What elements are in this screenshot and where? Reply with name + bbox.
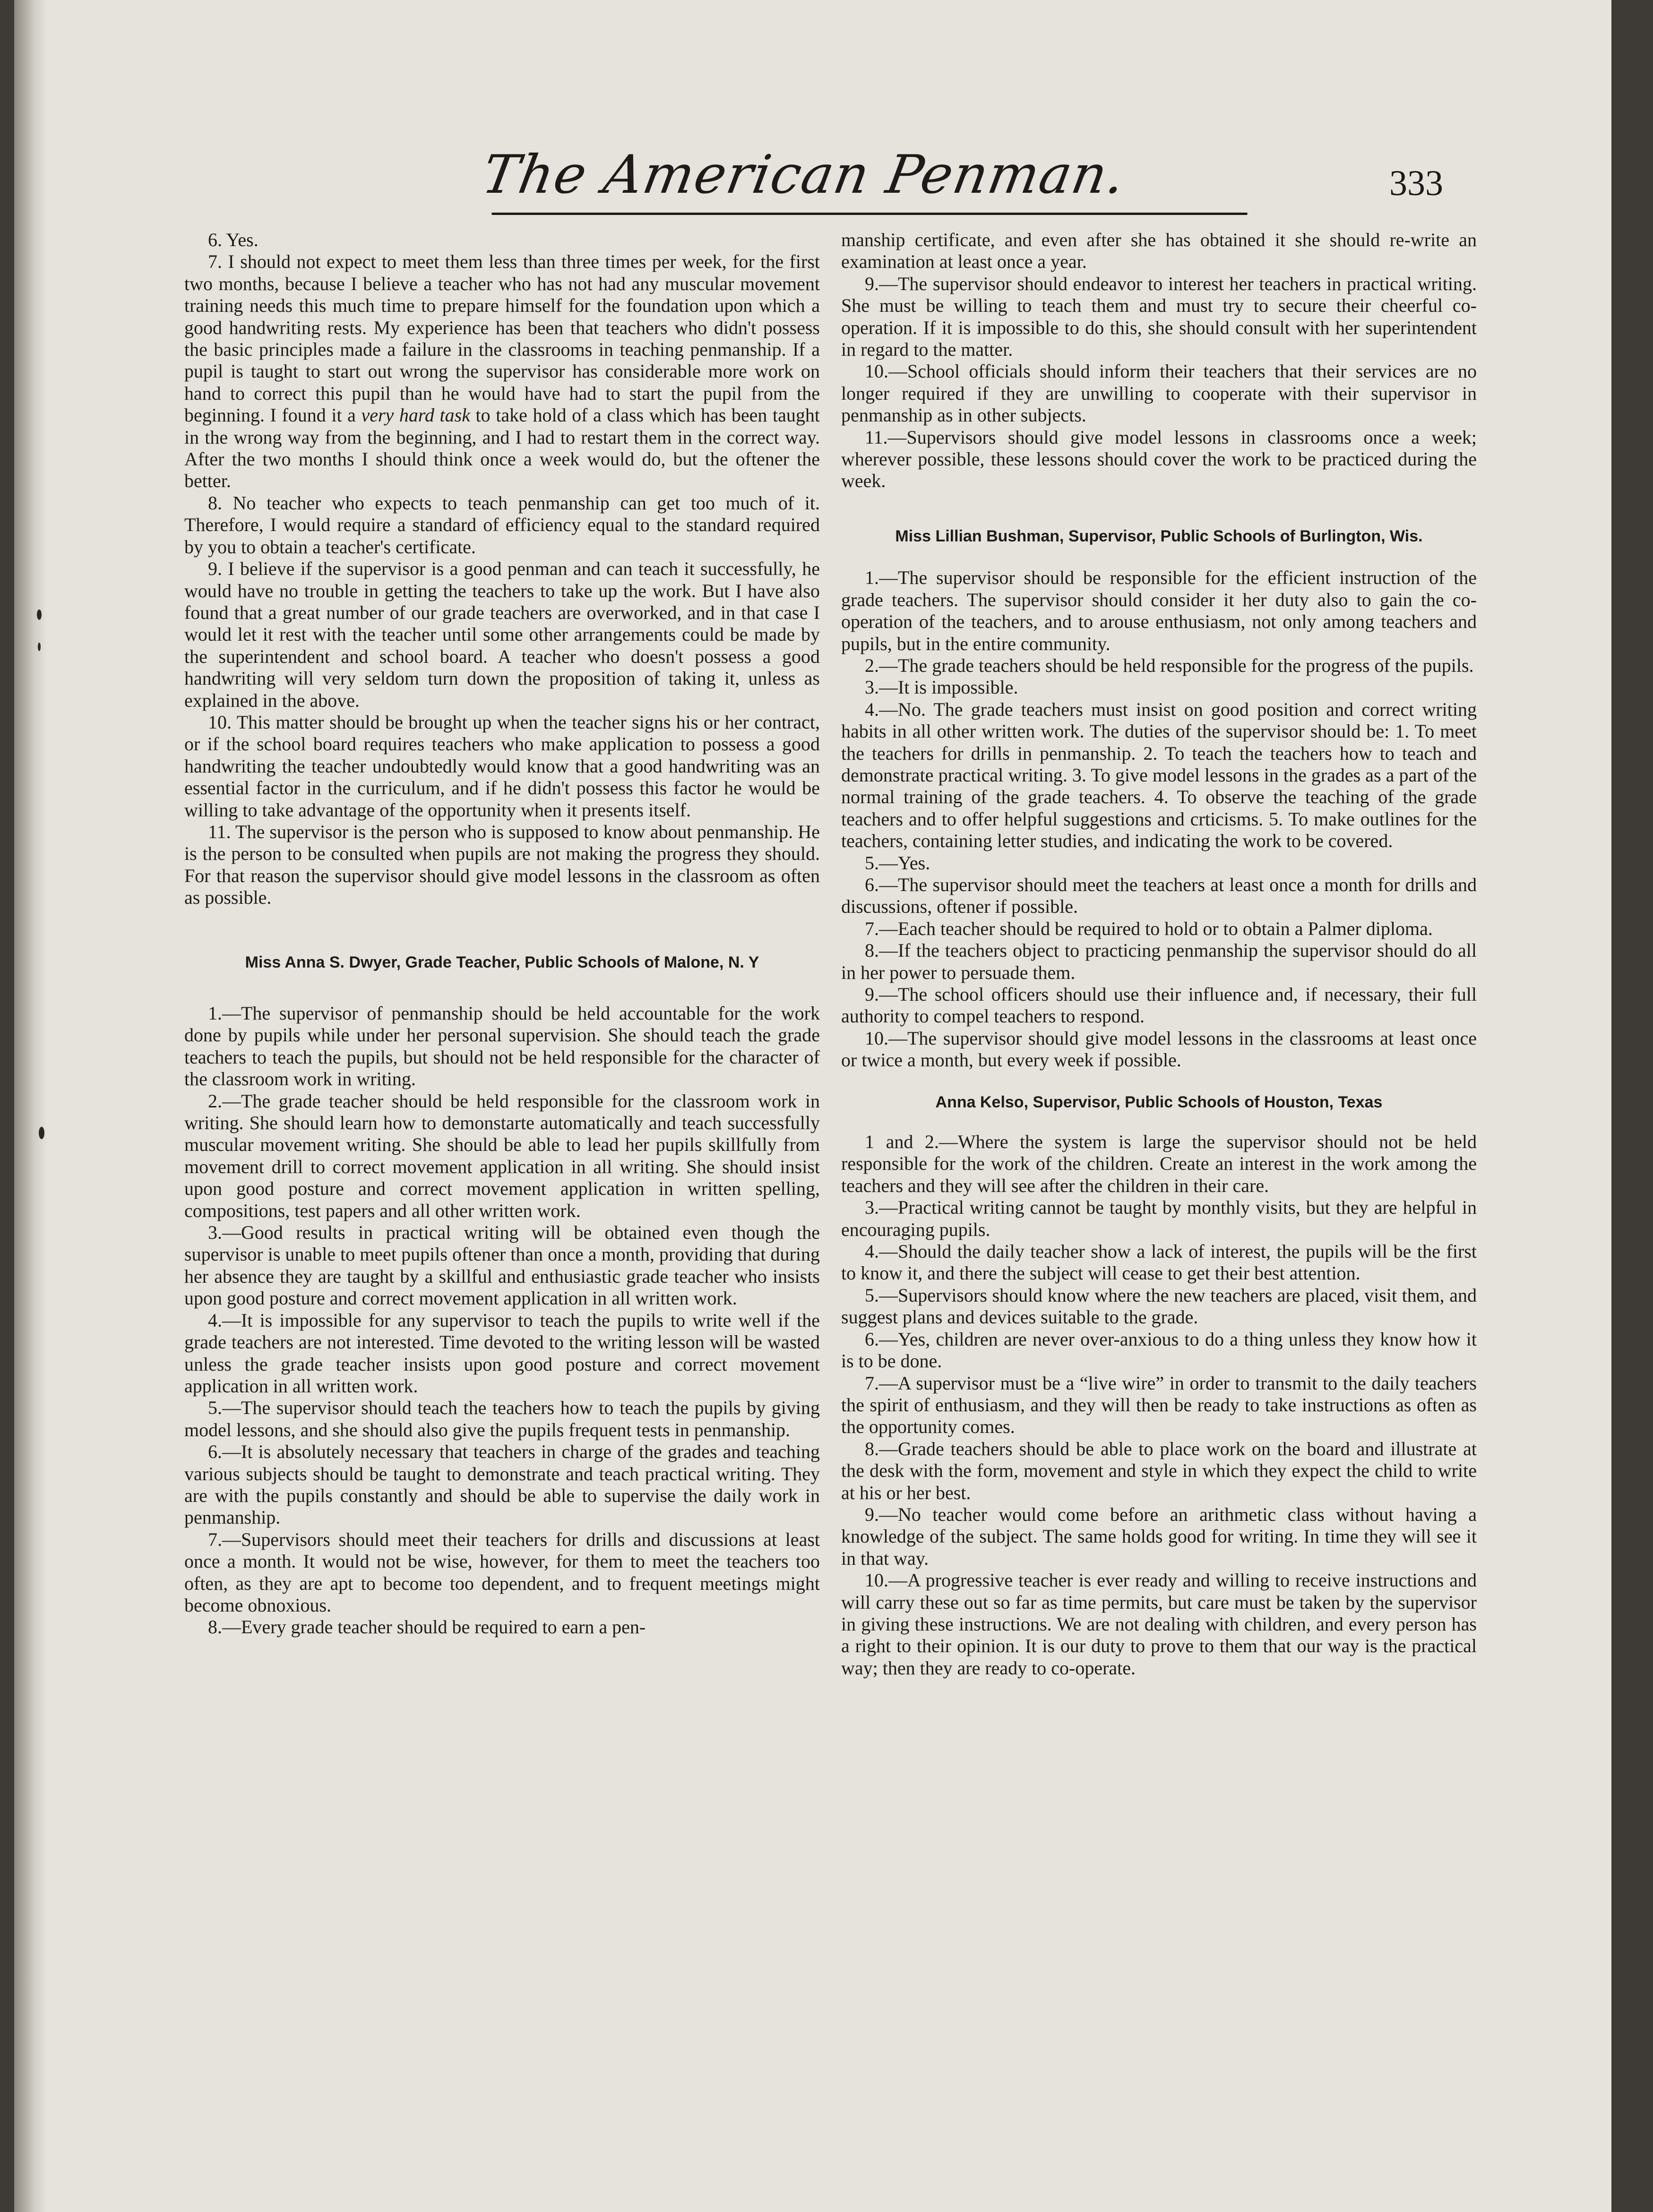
answer-paragraph: 9.—No teacher would come before an arithmetic class without having a knowledge of the subject. The same holds good for writing. In time they will see it in that way. bbox=[841, 1503, 1477, 1569]
answer-paragraph: 10.—The supervisor should give model lessons in the classrooms at least once or twice a month, but every week if possible. bbox=[841, 1027, 1477, 1071]
answer-paragraph: 3.—Good results in practical writing will be obtained even though the supervisor is unable to meet pupils oftener than once a month, providing that during her absence they are taught by a skillful and enthusiastic grade teacher who insists upon good posture and correct movement application in all written work. bbox=[184, 1222, 820, 1309]
answer-paragraph: 6.—Yes, children are never over-anxious to do a thing unless they know how it is to be done. bbox=[841, 1328, 1477, 1372]
section-heading: Miss Lillian Bushman, Supervisor, Public Schools of Burlington, Wis. bbox=[895, 527, 1423, 545]
answer-paragraph: 3.—It is impossible. bbox=[865, 677, 1018, 698]
answer-paragraph: 8.—Every grade teacher should be required to earn a pen- bbox=[208, 1616, 646, 1638]
italic-run: very hard task bbox=[361, 404, 470, 426]
answer-paragraph: 9. I believe if the supervisor is a good penman and can teach it successfully, he would have no trouble in getting the teachers to take up the work. But I have also found that a great number of our grade teachers are overworked, and in that case I would let it rest with the teacher until some other arrangements could be made by the superintendent and school board. A teacher who doesn't possess a good handwriting will very seldom turn down the proposition of taking it, unless as explained in the above. bbox=[184, 558, 820, 711]
answer-paragraph: 7.—Supervisors should meet their teachers for drills and discussions at least once a month. It would not be wise, however, for them to meet the teachers too often, as they are apt to become too dependent, and to frequent meetings might become obnoxious. bbox=[184, 1528, 820, 1616]
answer-paragraph: 1.—The supervisor of penmanship should be held accountable for the work done by pupils while under her personal supervision. She should teach the grade teachers to teach the pupils, but should not be held responsible for the character of the classroom work in writing. bbox=[184, 1003, 820, 1090]
answer-paragraph: 11.—Supervisors should give model lessons in classrooms once a week; wherever possible, these lessons should cover the work to be practiced during the week. bbox=[841, 426, 1477, 492]
answer-paragraph: 3.—Practical writing cannot be taught by monthly visits, but they are helpful in encouraging pupils. bbox=[841, 1197, 1477, 1240]
binding-gutter bbox=[14, 0, 47, 2212]
answer-paragraph: 8.—Grade teachers should be able to place work on the board and illustrate at the desk with the form, movement and style in which they expect the child to write at his or her best. bbox=[841, 1438, 1477, 1503]
masthead-title: The American Penman. bbox=[478, 144, 1131, 206]
section-heading: Anna Kelso, Supervisor, Public Schools of Houston, Texas bbox=[935, 1093, 1383, 1111]
margin-mark bbox=[39, 1127, 44, 1139]
answer-paragraph: 7.—A supervisor must be a “live wire” in order to transmit to the daily teachers the spirit of enthusiasm, and they will then be ready to take instructions as often as the opportunity comes. bbox=[841, 1372, 1477, 1438]
answer-paragraph bbox=[184, 251, 820, 492]
answer-paragraph: manship certificate, and even after she has obtained it she should re-write an examination at least once a year. bbox=[841, 229, 1477, 273]
answer-paragraph: 11. The supervisor is the person who is supposed to know about penmanship. He is the person to be consulted when pupils are not making the progress they should. For that reason the supervisor should give model lessons in the classroom as often as possible. bbox=[184, 821, 820, 909]
answer-paragraph: 8.—If the teachers object to practicing penmanship the supervisor should do all in her power to persuade them. bbox=[841, 940, 1477, 983]
text-run: 7. I should not expect to meet them less than three times per week, for the first two months, because I believe a teacher who has not had any muscular movement training needs this much time to prepare himself for the foundation upon which a good handwriting rests. My experience has been that teachers who didn't possess the basic principles made a failure in the classrooms in teaching penmanship. If a pupil is taught to start out wrong the supervisor has considerable more work on hand to correct this pupil than he would have had to start the pupil from the beginning. I found it a bbox=[184, 251, 820, 426]
right-column bbox=[841, 229, 1477, 1679]
answer-paragraph: 5.—Supervisors should know where the new teachers are placed, visit them, and suggest plans and devices suitable to the grade. bbox=[841, 1284, 1477, 1328]
answer-paragraph: 10.—A progressive teacher is ever ready and willing to receive instructions and will carry these out so far as time permits, but care must be taken by the supervisor in giving these instructions. We are not dealing with children, and every person has a right to their opinion. It is our duty to prove to them that our way is the practical way; then they are ready to co-operate. bbox=[841, 1569, 1477, 1679]
answer-paragraph: 10. This matter should be brought up when the teacher signs his or her contract, or if the school board requires teachers who make application to possess a good handwriting the teacher undoubtedly would know that a good handwriting was an essential factor in the curriculum, and if he didn't possess this factor he would be willing to take advantage of the opportunity when it presents itself. bbox=[184, 711, 820, 821]
answer-paragraph: 9.—The school officers should use their influence and, if necessary, their full authority to compel teachers to respond. bbox=[841, 984, 1477, 1027]
answer-paragraph: 7.—Each teacher should be required to hold or to obtain a Palmer diploma. bbox=[865, 917, 1433, 939]
answer-paragraph: 8. No teacher who expects to teach penmanship can get too much of it. Therefore, I would require a standard of efficiency equal to the standard required by you to obtain a teacher's certificate. bbox=[184, 492, 820, 557]
section-heading: Miss Anna S. Dwyer, Grade Teacher, Public Schools of Malone, N. Y bbox=[245, 953, 759, 971]
answer-paragraph: 6.—The supervisor should meet the teachers at least once a month for drills and discussions, oftener if possible. bbox=[841, 874, 1477, 917]
answer-paragraph: 4.—No. The grade teachers must insist on good position and correct writing habits in all other written work. The duties of the supervisor should be: 1. To meet the teachers for drills in penmanship. 2. To teach the teachers how to teach and demonstrate practical writing. 3. To give model lessons in the grades as a part of the normal training of the grade teachers. 4. To observe the teaching of the grade teachers and to offer helpful suggestions and crticisms. 5. To make outlines for the teachers, containing letter studies, and indicating the work to be covered. bbox=[841, 698, 1477, 852]
answer-paragraph: 2.—The grade teacher should be held responsible for the classroom work in writing. She should learn how to demonstarte automatically and teach successfully muscular movement writing. She should be able to lead her pupils skillfully from movement drill to correct movement application in all writing. She should insist upon good posture and correct movement application in written spelling, compositions, test papers and all other written work. bbox=[184, 1090, 820, 1221]
answer-paragraph: 4.—It is impossible for any supervisor to teach the pupils to write well if the grade teachers are not interested. Time devoted to the writing lesson will be wasted unless the grade teacher insists upon good posture and correct movement application in all written work. bbox=[184, 1309, 820, 1397]
answer-paragraph: 9.—The supervisor should endeavor to interest her teachers in practical writing. She must be willing to teach them and must try to secure their cheerful co-operation. If it is impossible to do this, she should consult with her superintendent in regard to the matter. bbox=[841, 273, 1477, 360]
text-run: to take hold of a class which has been taught in the wrong way from the beginning, and I had to restart them in the correct way. After the two months I should think once a week would do, but the oftener the better. bbox=[184, 404, 820, 492]
answer-paragraph: 5.—The supervisor should teach the teachers how to teach the pupils by giving model lessons, and she should also give the pupils frequent tests in penmanship. bbox=[184, 1397, 820, 1440]
page-number: 333 bbox=[1389, 163, 1443, 203]
answer-paragraph: 1 and 2.—Where the system is large the supervisor should not be held responsible for the work of the children. Create an interest in the work among the teachers and they will see after the children in their care. bbox=[841, 1131, 1477, 1196]
masthead-flourish bbox=[491, 213, 1248, 215]
answer-paragraph: 1.—The supervisor should be responsible for the efficient instruction of the grade teachers. The supervisor should consider it her duty also to gain the co-operation of the teachers, and to arouse enthusiasm, not only among teachers and pupils, but in the entire community. bbox=[841, 567, 1477, 654]
answer-paragraph: 2.—The grade teachers should be held responsible for the progress of the pupils. bbox=[865, 654, 1474, 676]
margin-mark bbox=[38, 643, 41, 651]
answer-paragraph: 6. Yes. bbox=[208, 229, 258, 250]
magazine-page bbox=[14, 0, 1611, 2212]
answer-paragraph: 6.—It is absolutely necessary that teachers in charge of the grades and teaching various subjects should be taught to demonstrate and teach practical writing. They are with the pupils constantly and should be able to supervise the daily work in penmanship. bbox=[184, 1441, 820, 1528]
margin-mark bbox=[37, 609, 42, 620]
answer-paragraph: 4.—Should the daily teacher show a lack of interest, the pupils will be the first to know it, and there the subject will cease to get their best attention. bbox=[841, 1241, 1477, 1284]
left-column bbox=[184, 229, 820, 1638]
answer-paragraph: 5.—Yes. bbox=[865, 852, 930, 874]
answer-paragraph: 10.—School officials should inform their teachers that their services are no longer required if they are unwilling to cooperate with their supervisor in penmanship as in other subjects. bbox=[841, 360, 1477, 426]
